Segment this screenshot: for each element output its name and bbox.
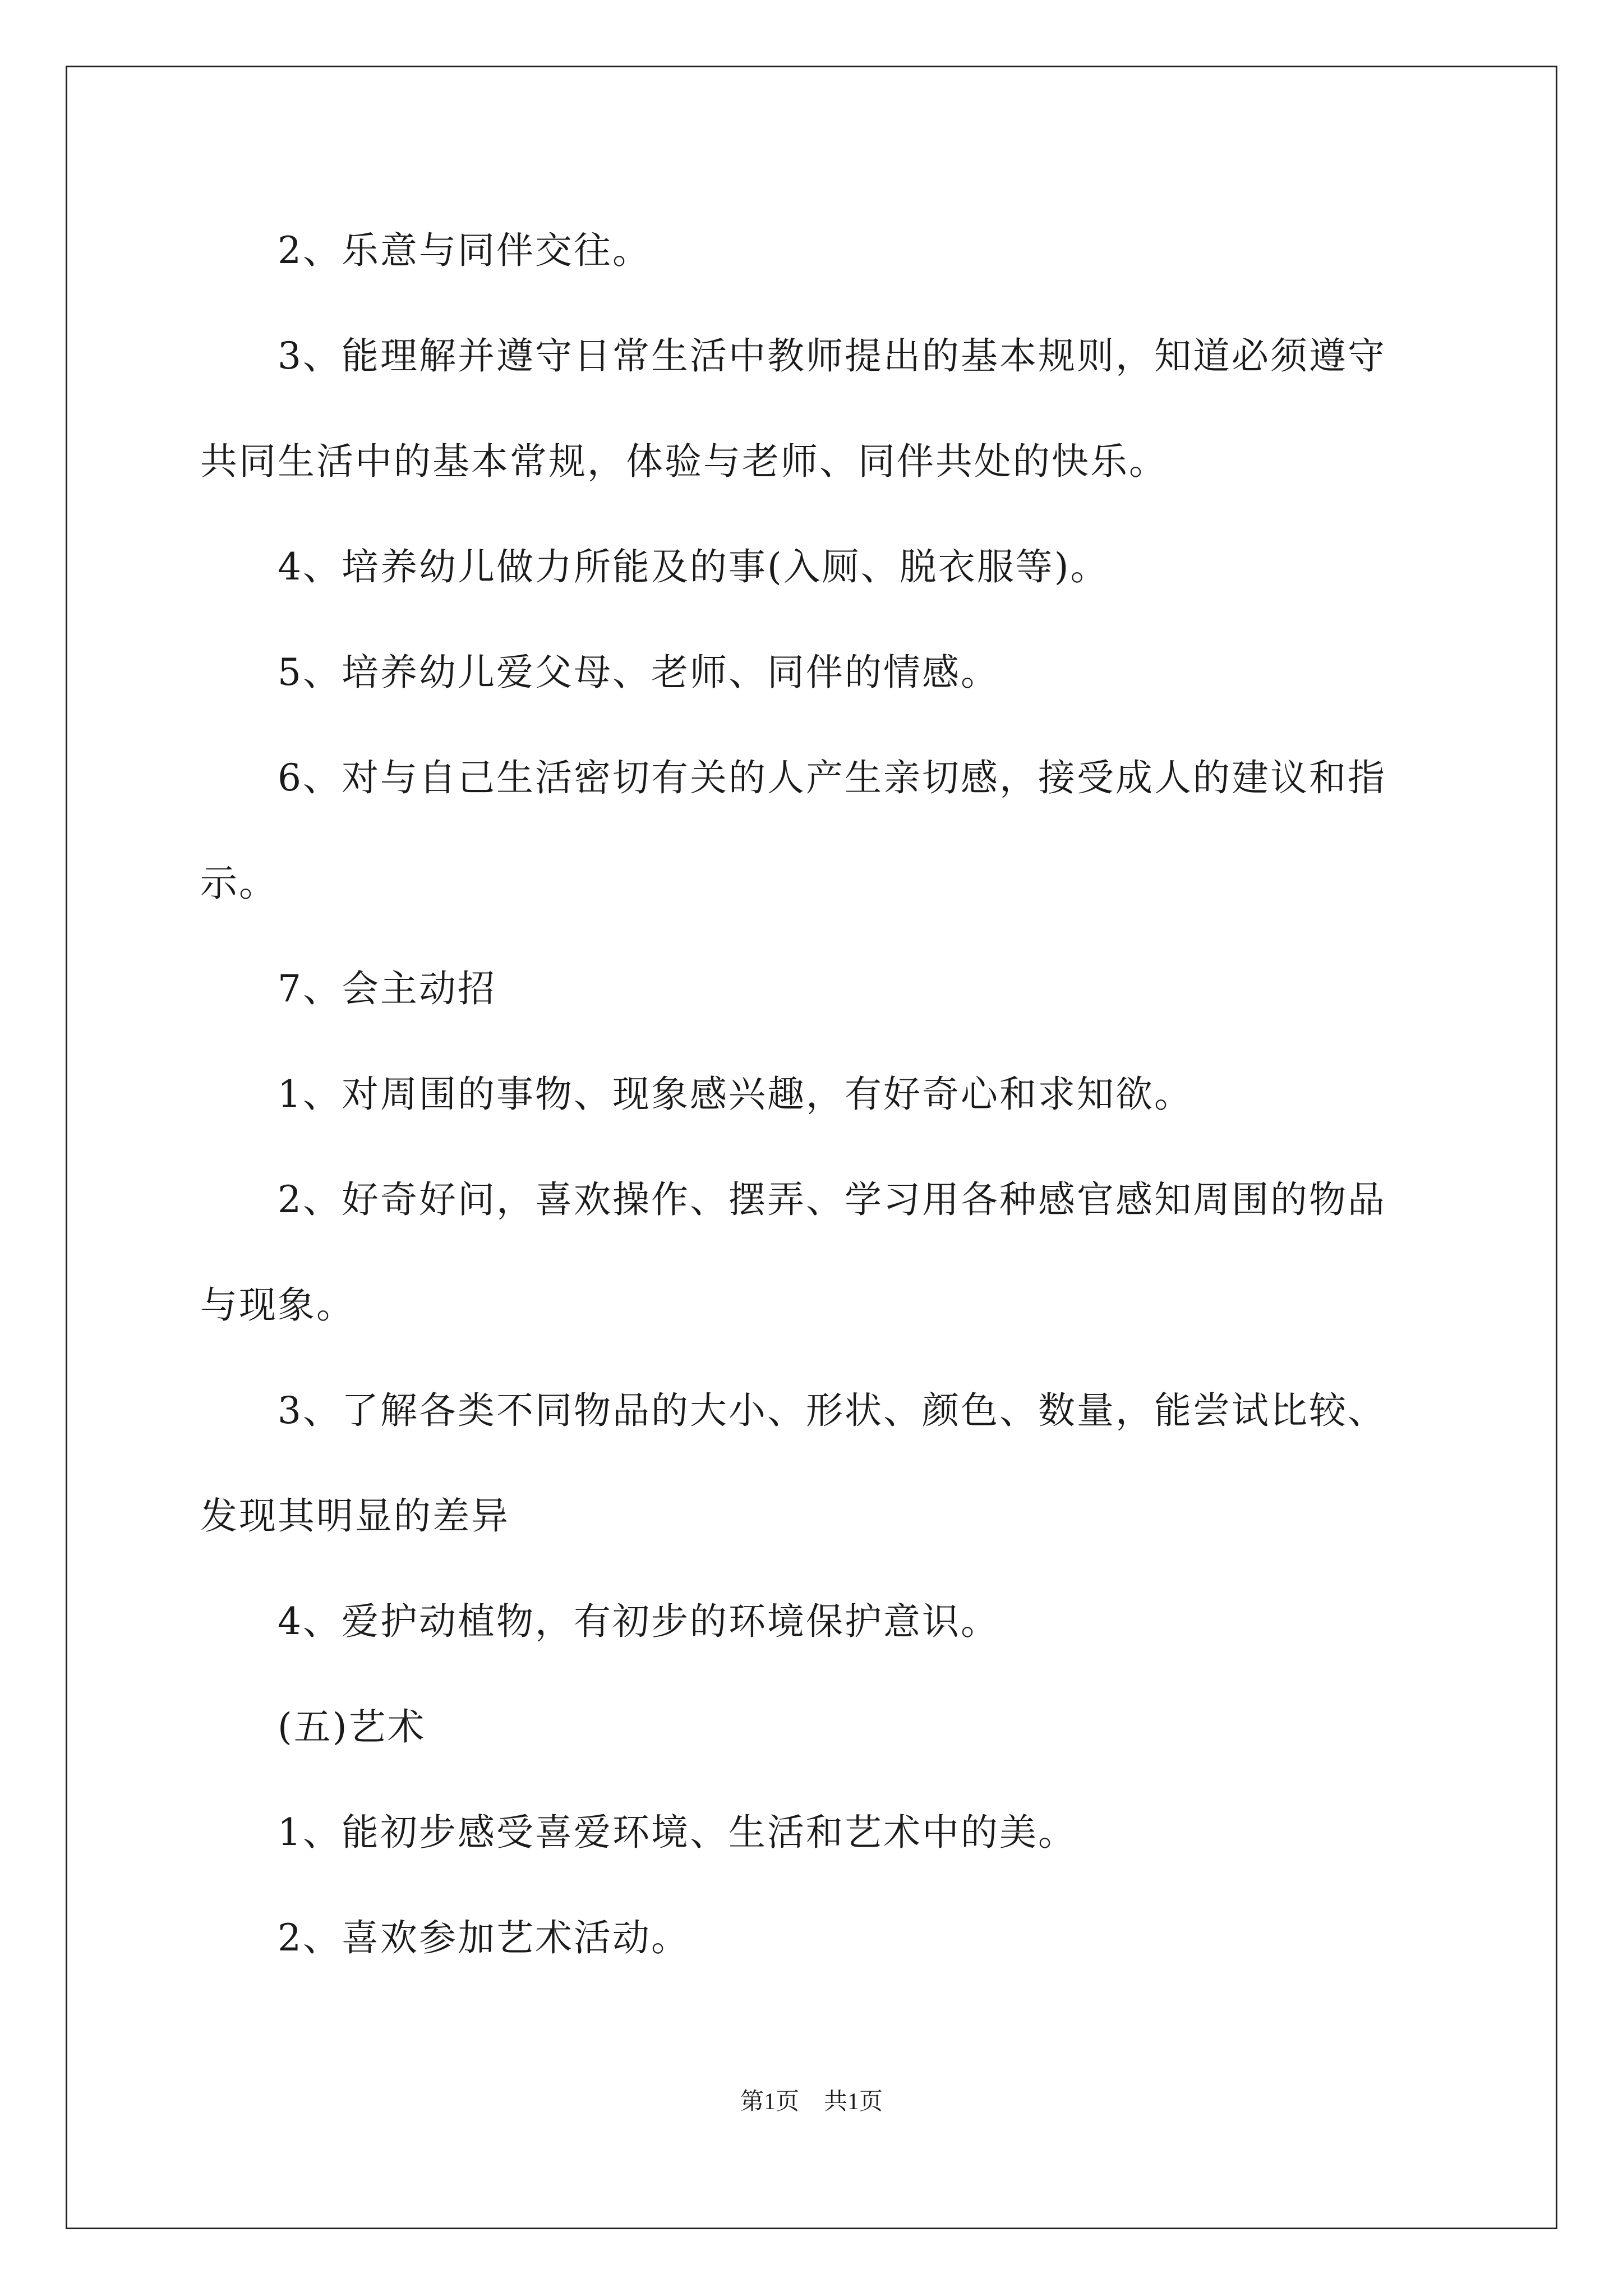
paragraph-line: 4、培养幼儿做力所能及的事(入厕、脱衣服等)。 xyxy=(278,545,1109,588)
page-number-current: 第1页 xyxy=(740,2089,799,2115)
section-heading: (五)艺术 xyxy=(278,1705,426,1749)
paragraph-line: 4、爱护动植物，有初步的环境保护意识。 xyxy=(278,1600,999,1643)
page-border xyxy=(66,66,1557,2229)
paragraph-line: 7、会主动招 xyxy=(278,967,496,1010)
paragraph-line: 共同生活中的基本常规，体验与老师、同伴共处的快乐。 xyxy=(200,440,1168,483)
page-footer xyxy=(0,2088,1623,2116)
paragraph-line: 3、能理解并遵守日常生活中教师提出的基本规则，知道必须遵守 xyxy=(278,334,1386,378)
paragraph-line: 发现其明显的差异 xyxy=(200,1494,510,1538)
paragraph-line: 2、喜欢参加艺术活动。 xyxy=(278,1916,690,1959)
paragraph-line: 2、乐意与同伴交往。 xyxy=(278,229,651,272)
paragraph-line: 示。 xyxy=(200,862,278,905)
paragraph-line: 1、对周围的事物、现象感兴趣，有好奇心和求知欲。 xyxy=(278,1073,1193,1116)
paragraph-line: 与现象。 xyxy=(200,1283,355,1327)
paragraph-line: 5、培养幼儿爱父母、老师、同伴的情感。 xyxy=(278,651,999,694)
paragraph-line: 6、对与自己生活密切有关的人产生亲切感，接受成人的建议和指 xyxy=(278,756,1386,799)
paragraph-line: 3、了解各类不同物品的大小、形状、颜色、数量，能尝试比较、 xyxy=(278,1389,1386,1432)
paragraph-line: 2、好奇好问，喜欢操作、摆弄、学习用各种感官感知周围的物品 xyxy=(278,1178,1386,1221)
paragraph-line: 1、能初步感受喜爱环境、生活和艺术中的美。 xyxy=(278,1811,1077,1854)
page-number-total: 共1页 xyxy=(824,2089,883,2115)
